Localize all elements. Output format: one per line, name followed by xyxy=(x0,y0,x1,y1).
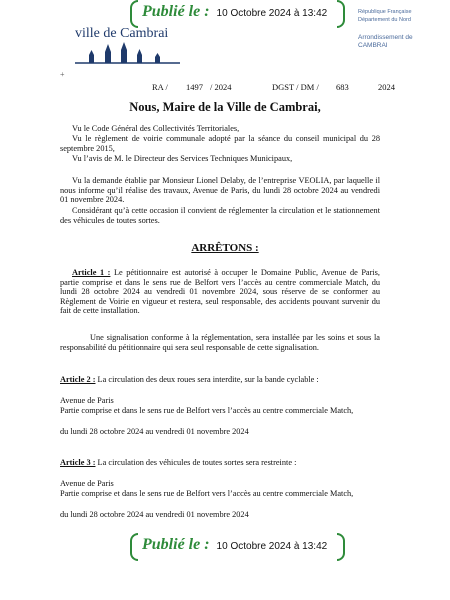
city-logo xyxy=(75,26,185,68)
stamp-bracket-left xyxy=(130,0,138,28)
vu-paragraph-2: Vu le règlement de voirie communale adopté par la séance du conseil municipal du 28 septembre 2015, xyxy=(60,134,380,153)
demande-paragraph: Vu la demande établie par Monsieur Lionel Delaby, de l’entreprise VEOLIA, par laquelle il nous informe qu’il réalise des travaux, Avenue de Paris, du lundi 28 octobre 2024 au vendredi 01 novembre 2024. xyxy=(60,176,380,205)
article-2 xyxy=(60,375,380,385)
stamp-label: Publié le : xyxy=(142,3,210,20)
publication-stamp-top xyxy=(130,0,345,26)
page-title: Nous, Maire de la Ville de Cambrai, xyxy=(129,100,321,114)
article-3-dates: du lundi 28 octobre 2024 au vendredi 01 novembre 2024 xyxy=(60,510,249,519)
plus-mark: + xyxy=(60,70,65,79)
article-3-text: La circulation des véhicules de toutes sortes sera restreinte : xyxy=(95,458,297,467)
arretons-heading: ARRÊTONS : xyxy=(191,242,259,254)
article-3-street: Avenue de Paris xyxy=(60,479,114,488)
article-1-label: Article 1 : xyxy=(72,268,111,277)
ref-year2: 2024 xyxy=(378,82,395,92)
rf-line4: CAMBRAI xyxy=(358,42,388,49)
stamp-label: Publié le : xyxy=(142,536,210,553)
stamp-date: 10 Octobre 2024 à 13:42 xyxy=(216,8,328,19)
article-3-label: Article 3 : xyxy=(60,458,96,467)
skyline-icon xyxy=(75,42,180,66)
vu-paragraph-1: Vu le Code Général des Collectivités Territoriales, xyxy=(72,124,240,133)
ref-ra: RA / xyxy=(152,82,168,92)
ref-dgst: DGST / DM / xyxy=(272,82,319,92)
article-1 xyxy=(60,268,380,316)
signalisation-paragraph: Une signalisation conforme à la réglementation, sera installée par les soins et sous la responsabilité du pétitionnaire qui sera seul responsable de cette signalisation. xyxy=(60,333,380,352)
article-2-dates: du lundi 28 octobre 2024 au vendredi 01 novembre 2024 xyxy=(60,427,249,436)
stamp-date: 10 Octobre 2024 à 13:42 xyxy=(216,541,328,552)
stamp-bracket-right xyxy=(337,533,345,561)
publication-stamp-bottom xyxy=(130,533,345,559)
stamp-bracket-right xyxy=(337,0,345,28)
article-2-text: La circulation des deux roues sera interdite, sur la bande cyclable : xyxy=(95,375,319,384)
rf-line1: République Française xyxy=(358,9,412,15)
prefecture-block xyxy=(358,8,448,50)
rf-line3: Arrondissement de xyxy=(358,34,413,41)
article-2-section: Partie comprise et dans le sens rue de Belfort vers l’accès au centre commerciale Match, xyxy=(60,406,354,415)
article-2-street: Avenue de Paris xyxy=(60,396,114,405)
logo-name: ville de Cambrai xyxy=(75,26,169,41)
vu-paragraph-3: Vu l’avis de M. le Directeur des Services Techniques Municipaux, xyxy=(72,154,293,163)
ref-number: 1497 xyxy=(186,82,203,92)
article-3-section: Partie comprise et dans le sens rue de Belfort vers l’accès au centre commerciale Match, xyxy=(60,489,354,498)
article-3 xyxy=(60,458,380,468)
stamp-bracket-left xyxy=(130,533,138,561)
article-2-label: Article 2 : xyxy=(60,375,96,384)
considerant-paragraph: Considérant qu’à cette occasion il convient de réglementer la circulation et le stationnement des véhicules de toutes sortes. xyxy=(60,206,380,225)
article-1-text: Le pétitionnaire est autorisé à occuper le Domaine Public, Avenue de Paris, partie comprise et dans le sens rue de Belfort vers l’accès au centre commerciale Match, du lundi 28 octobre 2024 au vendredi 01 novembre 2024, sous réserve de se conformer au Règlement de Voirie en vigueur et restera, seul responsable, des accidents pouvant survenir du fait de cette installation. xyxy=(60,268,380,316)
ref-code: 683 xyxy=(336,82,349,92)
rf-line2: Département du Nord xyxy=(358,17,411,23)
ref-year1: / 2024 xyxy=(210,82,232,92)
